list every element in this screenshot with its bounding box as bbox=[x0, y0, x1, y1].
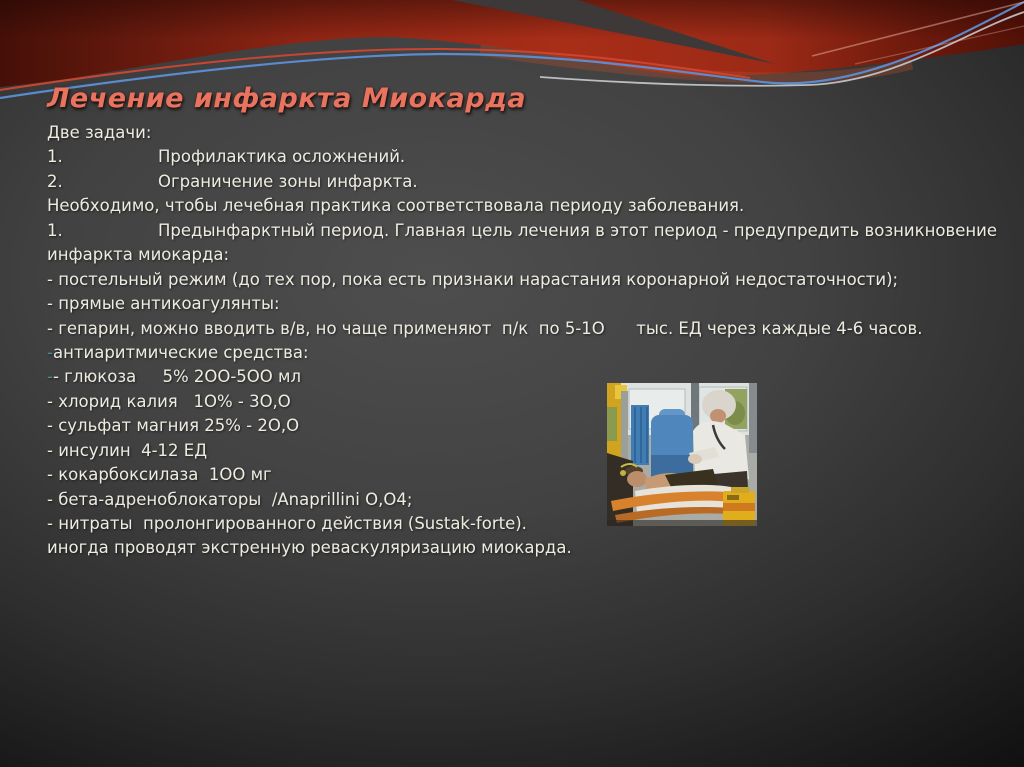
teal-dash: - bbox=[47, 367, 53, 387]
text-line: - прямые антикоагулянты: bbox=[47, 294, 280, 314]
text-line-numbered bbox=[47, 145, 997, 169]
teal-dash: - bbox=[47, 342, 53, 362]
slide-body bbox=[47, 121, 997, 561]
text-line-numbered bbox=[47, 219, 997, 243]
text-line: - бета-адреноблокаторы /Anaprillini О,О4; bbox=[47, 489, 413, 509]
list-text: - глюкоза 5% 2ОО-5ОО мл bbox=[52, 367, 302, 387]
text-line: - нитраты пролонгированного действия (Sustak-forte). bbox=[47, 514, 527, 533]
text-line-numbered bbox=[47, 170, 997, 194]
list-text: Предынфарктный период. Главная цель лечения в этот период - предупредить возникновение bbox=[158, 220, 998, 240]
text-line: - сульфат магния 25% - 2О,О bbox=[47, 416, 300, 436]
list-text: Ограничение зоны инфаркта. bbox=[158, 171, 418, 191]
text-line: - постельный режим (до тех пор, пока есть признаки нарастания коронарной недостаточности); bbox=[47, 269, 899, 289]
list-number: 1. bbox=[47, 147, 63, 167]
ambulance-photo bbox=[607, 383, 757, 526]
slide-title: Лечение инфаркта Миокарда bbox=[47, 83, 527, 114]
list-text: Профилактика осложнений. bbox=[158, 147, 406, 167]
text-line: - инсулин 4-12 ЕД bbox=[47, 440, 208, 460]
text-line: - гепарин, можно вводить в/в, но чаще применяют п/к по 5-1О тыс. ЕД через каждые 4-6 часов. bbox=[47, 318, 923, 338]
text-line bbox=[47, 365, 997, 389]
list-text: антиаритмические средства: bbox=[52, 342, 309, 362]
text-line: Две задачи: bbox=[47, 123, 152, 142]
list-number: 2. bbox=[47, 171, 63, 191]
text-line: Необходимо, чтобы лечебная практика соответствовала периоду заболевания. bbox=[47, 196, 745, 216]
text-line: - хлорид калия 1О% - 3О,О bbox=[47, 391, 291, 411]
text-line: инфаркта миокарда: bbox=[47, 245, 230, 265]
text-line: иногда проводят экстренную реваскуляризацию миокарда. bbox=[47, 538, 572, 558]
text-line bbox=[47, 341, 997, 365]
list-number: 1. bbox=[47, 220, 63, 240]
ambulance-photo-graphic bbox=[607, 383, 757, 526]
text-line: - кокарбоксилаза 1ОО мг bbox=[47, 465, 272, 485]
